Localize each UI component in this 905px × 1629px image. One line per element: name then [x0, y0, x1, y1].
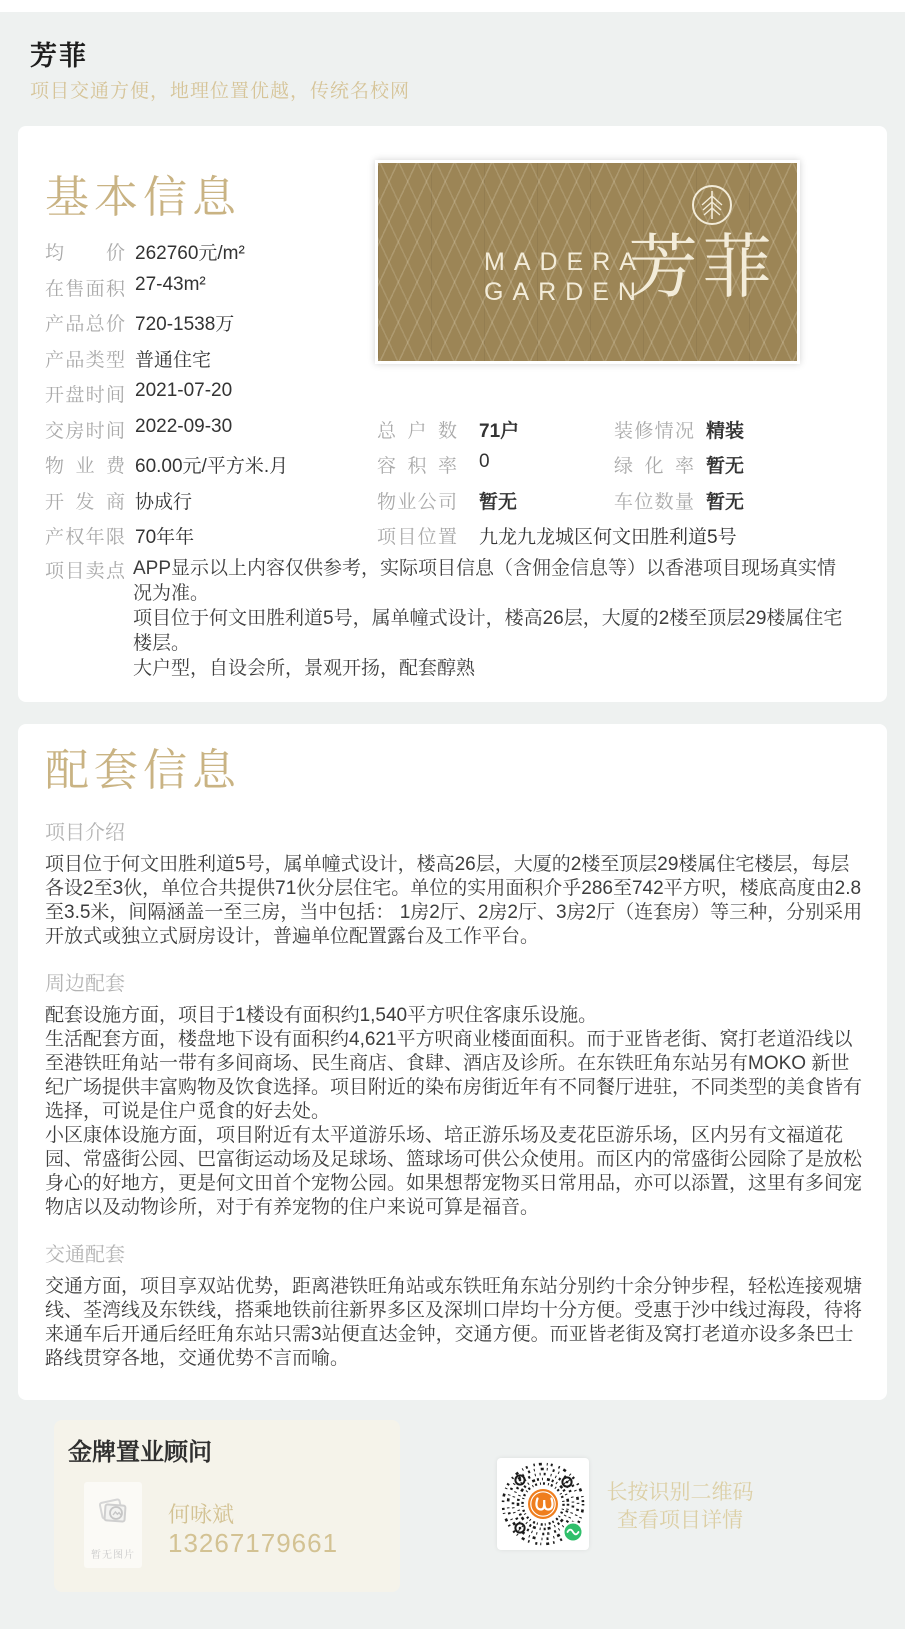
- kv-label: 容积率: [377, 456, 457, 477]
- kv-row: [45, 345, 211, 369]
- agent-name: 何咏斌: [168, 1502, 235, 1527]
- kv-label: 绿化率: [614, 456, 694, 477]
- project-logo-image: [375, 160, 800, 364]
- kv-value: 70年年: [135, 527, 195, 548]
- kv-value: 27-43m²: [135, 274, 206, 295]
- leaf-emblem-icon: [690, 183, 734, 232]
- selling-points-row: [45, 556, 855, 681]
- kv-row: [377, 522, 737, 546]
- amenity-paragraphs: [45, 1004, 865, 1220]
- kv-label: 总户数: [377, 421, 457, 442]
- top-strip: [0, 0, 905, 12]
- kv-value: 暂无: [706, 492, 745, 513]
- amenity-paragraphs: [45, 853, 865, 949]
- kv-value: 暂无: [706, 456, 745, 477]
- amenity-paragraph: 配套设施方面，项目于1楼设有面积约1,540平方呎住客康乐设施。: [45, 1005, 598, 1026]
- kv-row: [45, 309, 234, 333]
- kv-label: 物业费: [45, 456, 125, 477]
- kv-value: 普通住宅: [135, 350, 212, 371]
- amenities-heading: 配套信息: [45, 746, 241, 795]
- qr-code[interactable]: [497, 1458, 589, 1550]
- kv-label: 交房时间: [45, 421, 125, 442]
- amenity-section-label: 交通配套: [45, 1244, 125, 1266]
- kv-label: 车位数量: [614, 492, 694, 513]
- kv-value: 协成行: [135, 492, 193, 513]
- kv-row: [377, 416, 519, 440]
- amenity-paragraph: 交通方面，项目享双站优势，距离港铁旺角站或东铁旺角东站分别约十余分钟步程，轻松连接观塘线、荃湾线及东铁线，搭乘地铁前往新界多区及深圳口岸均十分方便。受惠于沙中线过海段，待将来通车后开通后经旺角东站只需3站便直达金钟，交通方便。而亚皆老街及窝打老道亦设多条巴士路线贯穿各地，交通优势不言而喻。: [45, 1276, 863, 1369]
- logo-chinese-name: 芳菲: [628, 228, 776, 306]
- qr-hint-line2: 查看项目详情: [617, 1509, 743, 1532]
- kv-row: [45, 274, 206, 298]
- kv-label: 产品类型: [45, 350, 125, 371]
- kv-label: 产权年限: [45, 527, 125, 548]
- no-image-text: 暂无图片: [91, 1550, 135, 1561]
- kv-label: 物业公司: [377, 492, 457, 513]
- kv-label: 在售面积: [45, 279, 125, 300]
- basic-info-card: [18, 126, 887, 702]
- kv-row: [377, 451, 490, 475]
- kv-value: 暂无: [479, 492, 518, 513]
- amenity-section-label: 周边配套: [45, 973, 125, 995]
- selling-point-line: APP显示以上内容仅供参考，实际项目信息（含佣金信息等）以香港项目现场真实情况为准。: [133, 558, 837, 604]
- kv-label: 开盘时间: [45, 385, 125, 406]
- kv-label: 项目卖点: [45, 561, 125, 582]
- kv-row: [377, 487, 517, 511]
- kv-value: 精装: [706, 421, 745, 442]
- kv-label: 项目位置: [377, 527, 457, 548]
- kv-row: [45, 416, 232, 440]
- amenity-paragraphs: [45, 1275, 865, 1371]
- logo-wordmark: [484, 247, 645, 307]
- amenity-paragraph: 项目位于何文田胜利道5号，属单幢式设计，楼高26层，大厦的2楼至顶层29楼属住宅楼层，每层各设2至3伙，单位合共提供71伙分层住宅。单位的实用面积介乎286至742平方呎，楼底高度由2.8至3.5米，间隔涵盖一至三房，当中包括： 1房2厅、2房2厅、3房2厅（连套房）等三种，分别采用开放式或独立式厨房设计，普遍单位配置露台及工作平台。: [45, 854, 863, 947]
- amenity-section-label: 项目介绍: [45, 822, 125, 844]
- kv-row: [45, 380, 232, 404]
- kv-row: [45, 451, 288, 475]
- page-title: 芳菲: [30, 41, 88, 71]
- kv-row: [614, 451, 744, 475]
- amenity-paragraph: 生活配套方面，楼盘地下设有面积约4,621平方呎商业楼面面积。而于亚皆老街、窝打老道沿线以至港铁旺角站一带有多间商场、民生商店、食肆、酒店及诊所。在东铁旺角东站另有MOKO 新世纪广场提供丰富购物及饮食选择。项目附近的染布房街近年有不同餐厅进驻，不同类型的美食皆有选择，可说是住户觅食的好去处。: [45, 1029, 863, 1122]
- amenity-paragraph: 小区康体设施方面，项目附近有太平道游乐场、培正游乐场及麦花臣游乐场，区内另有文福道花园、常盛街公园、巴富街运动场及足球场、篮球场可供公众使用。而区内的常盛街公园除了是放松身心的好地方，更是何文田首个宠物公园。如果想帮宠物买日常用品，亦可以添置，这里有多间宠物店以及动物诊所，对于有养宠物的住户来说可算是福音。: [45, 1125, 863, 1218]
- kv-row: [614, 416, 744, 440]
- amenities-card: [18, 724, 887, 1400]
- kv-value: 71户: [479, 421, 520, 442]
- agent-card: [54, 1420, 400, 1592]
- qr-hint: [580, 1479, 780, 1535]
- agent-photo-placeholder: [84, 1482, 142, 1568]
- selling-points-text: [133, 556, 855, 681]
- page-subtitle: 项目交通方便，地理位置优越，传统名校网: [30, 81, 411, 102]
- kv-label: 开发商: [45, 492, 125, 513]
- kv-value: 262760元/m²: [135, 243, 245, 264]
- kv-label: 产品总价: [45, 314, 125, 335]
- kv-row: [45, 238, 245, 262]
- qr-hint-line1: 长按识别二维码: [606, 1481, 754, 1504]
- selling-point-line: 大户型，自设会所，景观开扬，配套醇熟: [133, 658, 476, 679]
- kv-row: [45, 487, 192, 511]
- logo-wordmark-line2: GARDEN: [484, 278, 645, 306]
- logo-wordmark-line1: MADERA: [484, 248, 645, 276]
- kv-value: 九龙九龙城区何文田胜利道5号: [479, 527, 737, 548]
- kv-row: [614, 487, 744, 511]
- agent-heading: 金牌置业顾问: [68, 1439, 212, 1466]
- photo-stack-icon: [95, 1494, 131, 1530]
- agent-phone[interactable]: 13267179661: [168, 1528, 339, 1558]
- kv-row: [45, 522, 194, 546]
- kv-value: 2022-09-30: [135, 416, 233, 437]
- selling-point-line: 项目位于何文田胜利道5号，属单幢式设计，楼高26层，大厦的2楼至顶层29楼属住宅楼层。: [133, 608, 843, 654]
- kv-value: 60.00元/平方米.月: [135, 456, 289, 477]
- kv-value: 720-1538万: [135, 314, 235, 335]
- kv-value: 0: [479, 451, 490, 472]
- basic-info-heading: 基本信息: [45, 173, 241, 223]
- kv-label: 装修情况: [614, 421, 694, 442]
- kv-value: 2021-07-20: [135, 380, 233, 401]
- kv-label: 均价: [45, 243, 125, 264]
